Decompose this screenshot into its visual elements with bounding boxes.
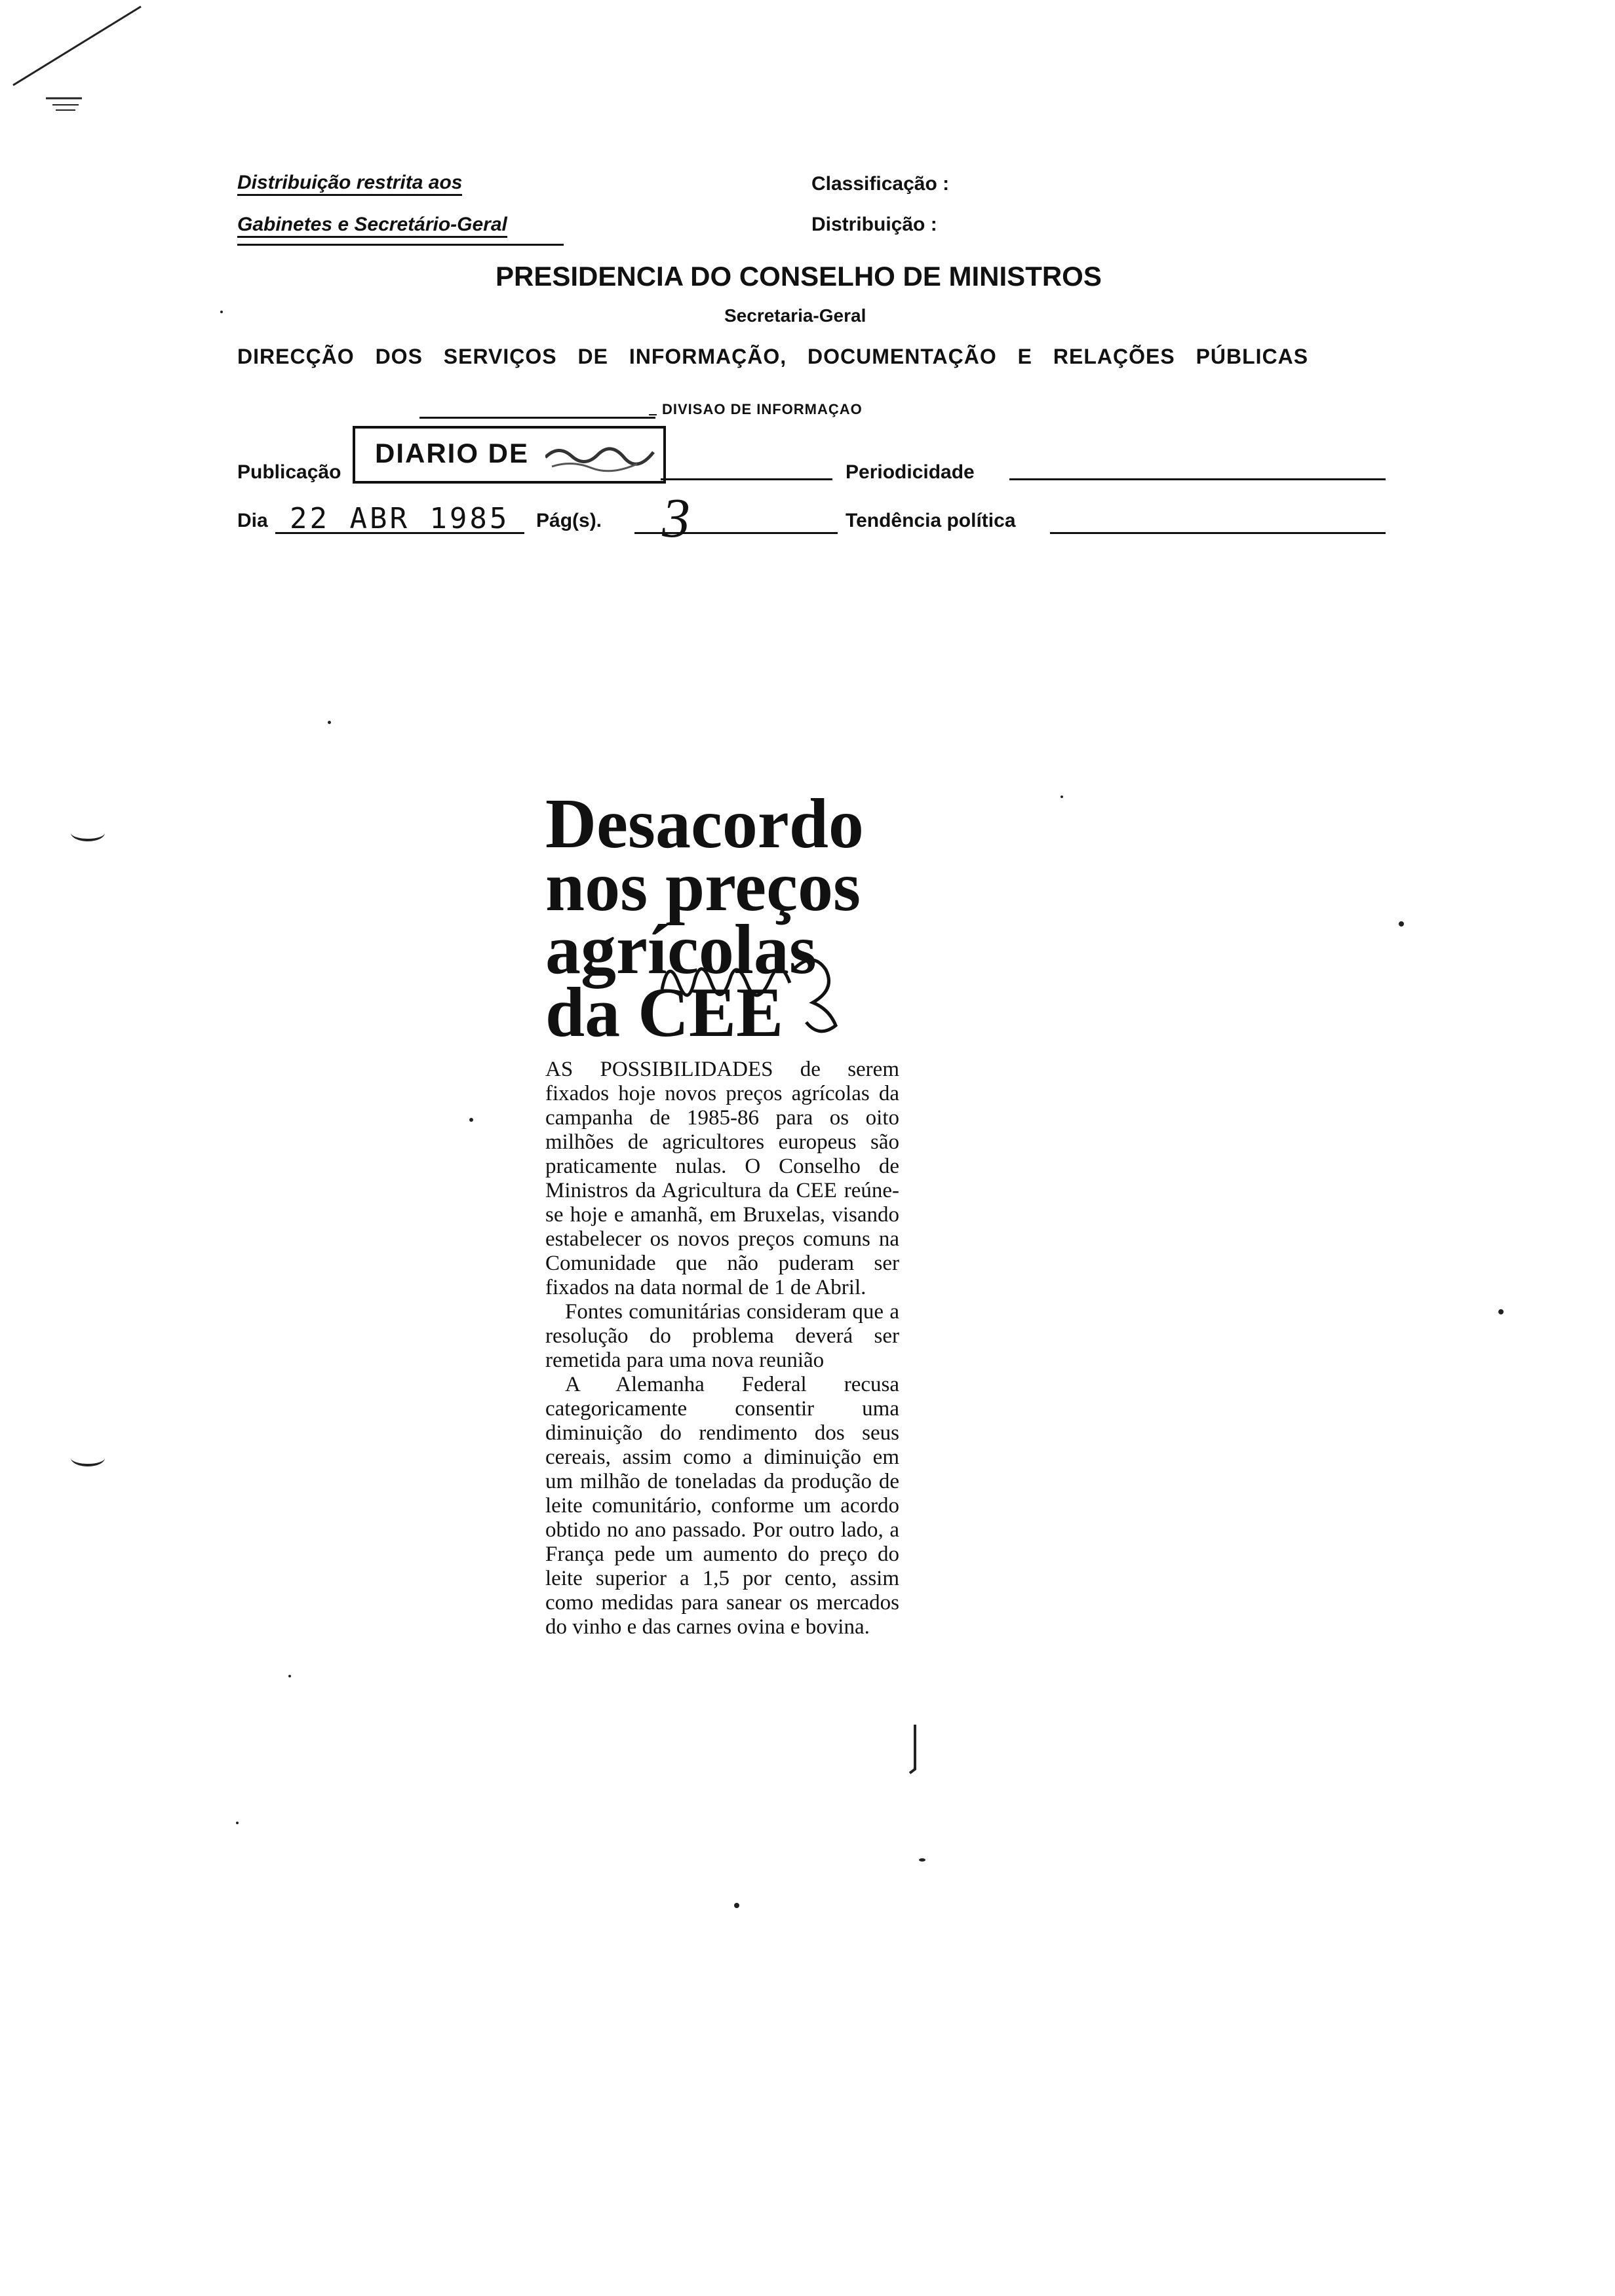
- date-stamp: 22 ABR 1985: [290, 502, 510, 535]
- day-label: Dia: [237, 510, 268, 531]
- speck: [236, 1822, 239, 1824]
- article-headline-line3: agrícolas: [545, 911, 817, 989]
- article-body: [545, 1058, 899, 1639]
- stamp-smudge: [545, 438, 657, 474]
- speck: [220, 311, 223, 313]
- pages-label: Pág(s).: [536, 510, 602, 531]
- tendency-field-line[interactable]: [1050, 532, 1386, 534]
- article-paragraph-2: Fontes comunitárias consideram que a resolução do problema deverá ser remetida para uma nova reunião: [545, 1300, 899, 1372]
- pages-handwritten: 3: [662, 486, 690, 549]
- scan-mark: [0, 0, 170, 131]
- department-title: DIRECÇÃO DOS SERVIÇOS DE INFORMAÇÃO, DOCUMENTAÇÃO E RELAÇÕES PÚBLICAS: [237, 345, 1309, 368]
- periodicity-label: Periodicidade: [846, 461, 975, 483]
- speck: [1399, 921, 1404, 927]
- speck: [328, 721, 331, 724]
- article-headline-line4: da CEE: [545, 974, 784, 1052]
- publication-stamp-text: DIARIO DE: [375, 438, 530, 469]
- publication-stamp: [353, 426, 666, 484]
- division-label: DIVISAO DE INFORMAÇAO: [662, 401, 863, 417]
- periodicity-field-line[interactable]: [1009, 478, 1386, 480]
- speck: [1498, 1309, 1504, 1314]
- article-paragraph-1: AS POSSIBILIDADES de serem fixados hoje novos preços agrícolas da campanha de 1985-86 para os oito milhões de agricultores europeus são praticamente nulas. O Conselho de Ministros da Agricultura da CEE reúne-se hoje e amanhã, em Bruxelas, visando estabelecer os novos preços comuns na Comunidade que não puderam ser fixados na data normal de 1 de Abril.: [545, 1058, 899, 1299]
- binder-hole-mark: [71, 824, 105, 841]
- distribution-label: Distribuição :: [811, 214, 937, 235]
- article-headline-line2: nos preços: [545, 848, 861, 926]
- tendency-label: Tendência política: [846, 510, 1016, 531]
- page-title: PRESIDENCIA DO CONSELHO DE MINISTROS: [496, 261, 1102, 292]
- speck: [469, 1118, 473, 1122]
- handwritten-scribble: [655, 944, 852, 1042]
- division-rule: [419, 417, 655, 419]
- article-paragraph-3: A Alemanha Federal recusa categoricamente consentir uma diminuição do rendimento dos seus cereais, assim como a diminuição em um milhão de toneladas da produção de leite comunitário, conforme um acordo obtido no ano passado. Por outro lado, a França pede um aumento do preço do leite superior a 1,5 por cento, assim como medidas para sanear os mercados do vinho e das carnes ovina e bovina.: [545, 1373, 899, 1639]
- division-line: [649, 414, 657, 415]
- article-headline-line1: Desacordo: [545, 785, 864, 863]
- margin-bracket: [908, 1723, 928, 1776]
- speck: [734, 1903, 739, 1908]
- speck: [288, 1675, 291, 1677]
- day-field-line[interactable]: [275, 532, 524, 534]
- distribution-restriction-line1: Distribuição restrita aos: [237, 172, 462, 196]
- distribution-restriction-line2: Gabinetes e Secretário-Geral: [237, 214, 507, 238]
- divider: [237, 244, 564, 246]
- speck: [919, 1858, 925, 1862]
- publication-label: Publicação: [237, 461, 341, 483]
- speck: [1060, 795, 1063, 798]
- page-subtitle: Secretaria-Geral: [724, 305, 866, 326]
- classification-label: Classificação :: [811, 173, 950, 195]
- publication-field-line[interactable]: [661, 478, 832, 480]
- binder-hole-mark: [71, 1449, 105, 1466]
- pages-field-line[interactable]: [634, 532, 838, 534]
